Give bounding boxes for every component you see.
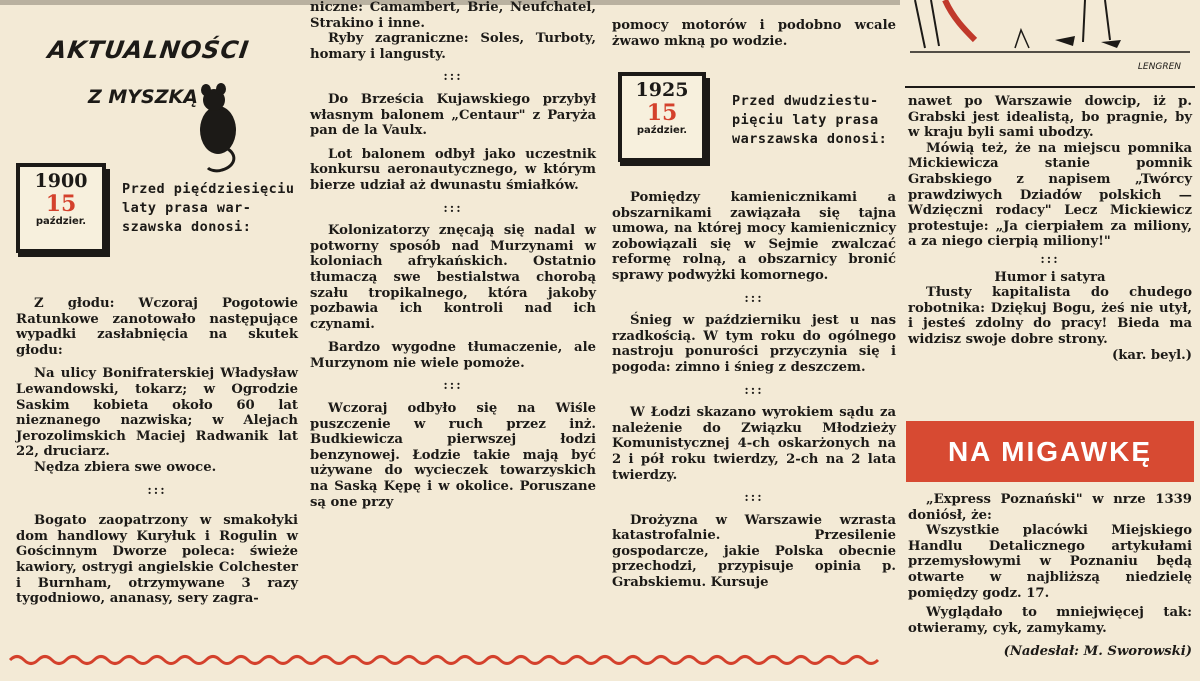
separator: ::: [443, 378, 463, 393]
column-4 [908, 94, 1192, 363]
section-title: AKTUALNOŚCI [46, 36, 252, 64]
headline-1925 [732, 92, 887, 149]
headline-line: Przed dwudziestu- [732, 93, 879, 109]
article-paragraph: Bardzo wygodne tłumaczenie, ale Murzynom nie wiele pomoże. [310, 340, 596, 371]
column-3-top [612, 18, 896, 49]
article-paragraph: Bogato zaopatrzony w smakołyki dom handlowy Kuryłuk i Rogulin w Gościnnym Dworze poleca: świeże kawiory, ostrygi angielskie Colchester i Burnham, otrzymywane 3 razy tygodniowo, ananasy, sery zagra- [16, 513, 298, 607]
cartoon-signature: LENGREN [1137, 62, 1181, 72]
article-paragraph: Na ulicy Bonifraterskiej Władysław Lewandowski, tokarz; w Ogrodzie Saskim kobieta około 60 lat nieznanego nazwiska; w Alejach Jerozolimskich Maciej Radwanik lat 22, druciarz. [16, 366, 298, 460]
date-box-1925 [618, 72, 706, 162]
cartoon-drawing [905, 0, 1195, 86]
separator: ::: [147, 482, 167, 497]
credit-line: (Nadesłał: M. Sworowski) [1003, 644, 1192, 660]
article-paragraph: W Łodzi skazano wyrokiem sądu za należenie do Związku Młodzieży Komunistycznej 4-ch oskarżonych na 2 i pół roku twierdzy, 2-ch na 2 lata twierdzy. [612, 405, 896, 483]
section-subtitle: Z MYSZKĄ [88, 86, 198, 108]
wavy-divider [0, 650, 900, 668]
headline-line: szawska donosi: [122, 219, 252, 235]
date-year: 1900 [34, 170, 88, 192]
article-paragraph: Do Brześcia Kujawskiego przybył własnym balonem „Centaur" z Paryża pan de la Vaulx. [310, 91, 596, 139]
cartoon-illustration [905, 0, 1195, 88]
article-paragraph: niczne: Camambert, Brie, Neufchatel, Strakino i inne. [310, 0, 596, 31]
article-paragraph: „Express Poznański" w nrze 1339 doniósł, że: [908, 492, 1192, 523]
headline-line: pięciu laty prasa [732, 112, 879, 128]
separator: ::: [744, 382, 764, 397]
article-paragraph: Drożyzna w Warszawie wzrasta katastrofalnie. Przesilenie gospodarcze, jakie Polska obecnie przechodzi, przypisuje opinia p. Grabskiemu. Kursuje [612, 512, 896, 591]
column-3 [612, 190, 896, 591]
mouse-icon [188, 82, 248, 174]
separator: ::: [443, 69, 463, 84]
column-1 [16, 296, 298, 607]
subsection-title: Humor i satyra [994, 269, 1106, 285]
date-year: 1925 [635, 79, 689, 101]
date-day: 15 [646, 100, 678, 126]
article-paragraph: Kolonizatorzy znęcają się nadal w potworny sposób nad Murzynami w koloniach afrykańskich. Ostatnio tłumaczą swe bestialstwa chorobą szału tropikalnego, która jakoby pozbawia ich kontroli nad ich czynami. [310, 223, 596, 332]
article-paragraph: Lot balonem odbył jako uczestnik konkursu aeronautycznego, w którym bierze udział aż dwunastu śmiałków. [310, 146, 596, 193]
headline-line: warszawska donosi: [732, 131, 888, 147]
date-box-1900 [16, 163, 106, 253]
article-paragraph: Ryby zagraniczne: Soles, Turboty, homary i langusty. [310, 31, 596, 62]
article-paragraph: Pomiędzy kamienicznikami a obszarnikami zawiązała się tajna umowa, na której mocy kamienicznicy zobowiązali się w Sejmie zwalczać reformę rolną, a obszarnicy bronić sprawy podwyżki komornego. [612, 190, 896, 283]
column-4-bottom [908, 492, 1192, 660]
separator: ::: [744, 490, 764, 505]
article-paragraph: Wczoraj odbyło się na Wiśle puszczenie w ruch przez inż. Budkiewicza pierwszej łodzi benzynowej. Łodzie takie mają być używane do wycieczek towarzyskich na Saską Kępę i w okolice. Poruszane są one przy [310, 401, 596, 510]
na-migawke-banner: NA MIGAWKĘ [906, 421, 1194, 482]
article-paragraph: nawet po Warszawie dowcip, iż p. Grabski jest idealistą, bo pragnie, by w kraju byli sami ubodzy. [908, 94, 1192, 141]
separator: ::: [443, 200, 463, 215]
headline-1900 [122, 180, 295, 237]
date-day: 15 [45, 191, 77, 217]
date-month: paździer. [35, 216, 87, 227]
separator: ::: [1040, 251, 1060, 266]
column-2 [310, 0, 596, 510]
article-paragraph: Tłusty kapitalista do chudego robotnika: Dziękuj Bogu, żeś nie utył, i jesteś zdolny do pracy! Bieda ma widzisz swoje dobre strony. [908, 285, 1192, 347]
article-paragraph: Wyglądało to mniejwięcej tak: otwieramy, cyk, zamykamy. [908, 605, 1192, 636]
separator: ::: [744, 290, 764, 305]
article-paragraph: Wszystkie placówki Miejskiego Handlu Detalicznego artykułami przemysłowymi w Poznaniu będą otwarte w najbliższą niedzielę pomiędzy godz. 17. [908, 523, 1192, 601]
article-source: (kar. beyl.) [1112, 347, 1192, 363]
article-paragraph: Nędza zbiera swe owoce. [34, 459, 217, 475]
article-paragraph: Śnieg w październiku jest u nas rzadkością. W tym roku do ogólnego nastroju ponurości przyczynia się i pogoda: zimno i śnieg z deszczem. [612, 313, 896, 375]
date-month: paździer. [636, 125, 688, 136]
article-paragraph: Mówią też, że na miejscu pomnika Mickiewicza stanie pomnik Grabskiego z napisem „Twórcy prawdziwych Dziadów polskich — Wdzięczni rodacy" Lecz Mickiewicz protestuje: „Ja cierpiałem za miliony, a za niego cierpią miliony!" [908, 140, 1192, 250]
headline-line: laty prasa war- [122, 200, 252, 216]
article-paragraph: pomocy motorów i podobno wcale żwawo mkną po wodzie. [612, 18, 896, 49]
article-paragraph: Z głodu: Wczoraj Pogotowie Ratunkowe zanotowało następujące wypadki zasłabnięcia na skutek głodu: [16, 296, 298, 358]
headline-line: Przed pięćdziesięciu [122, 181, 295, 197]
